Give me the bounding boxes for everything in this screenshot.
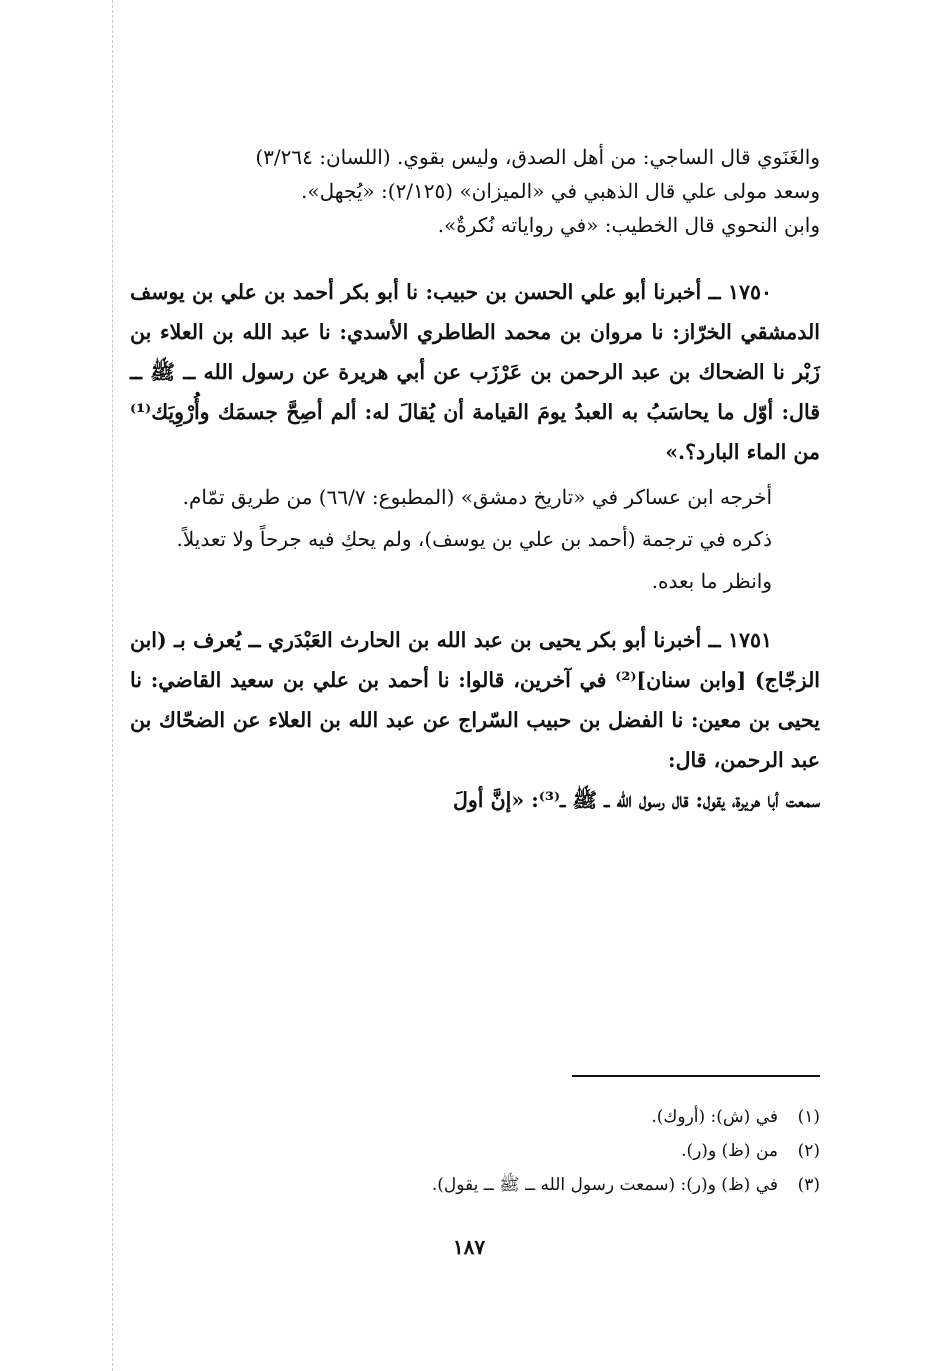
footnote-text: في (ش): (أروك).: [651, 1107, 778, 1127]
hadith-1751: ١٧٥١ ــ أخبرنا أبو بكر يحيى بن عبد الله بن الحارث العَبْدَري ــ يُعرف بـ (ابن الزجّاج) [وابن سنان]⁽²⁾ في آخرين، قالوا: نا أحمد بن علي بن سعيد القاضي: نا يحيى بن معين: نا الفضل بن حبيب السّراج عن عبد الله بن العلاء عن الضحّاك بن عبد الرحمن، قال:: [130, 628, 821, 772]
page-number: ١٨٧: [452, 1235, 486, 1259]
footnote-number: (٢): [797, 1141, 820, 1161]
footnote-separator: [572, 1075, 820, 1077]
footnote-item: [130, 1100, 820, 1134]
hadith-1751-continued: سمعت أبا هريرة، يقول: قال رسول الله ــ ﷺ ــ⁽³⁾: «إنَّ أولَ: [452, 788, 820, 812]
commentary-line-2: وسعد مولى علي قال الذهبي في «الميزان» (٢/١٢٥): «يُجهل».: [300, 179, 820, 203]
footnote-text: من (ظ) و(ر).: [681, 1141, 778, 1161]
see-next-note: وانظر ما بعده.: [651, 569, 772, 593]
footnote-number: (١): [797, 1107, 820, 1127]
binding-guide-line: [112, 0, 113, 1371]
footnotes: [130, 1100, 820, 1202]
note-1750: ذكره في ترجمة (أحمد بن علي بن يوسف)، ولم يحكِ فيه جرحاً ولا تعديلاً.: [176, 527, 772, 551]
commentary-line-3: وابن النحوي قال الخطيب: «في رواياته نُكرةٌ».: [437, 213, 820, 237]
footnote-number: (٣): [797, 1175, 820, 1195]
page-body: [130, 140, 820, 820]
takhrij-1750: أخرجه ابن عساكر في «تاريخ دمشق» (المطبوع: ٦٦/٧) من طريق تمّام.: [182, 485, 772, 509]
hadith-1750: ١٧٥٠ ــ أخبرنا أبو علي الحسن بن حبيب: نا أبو بكر أحمد بن علي بن يوسف الدمشقي الخرّاز: نا مروان بن محمد الطاطري الأسدي: نا عبد الله بن العلاء بن زَبْر نا الضحاك بن عبد الرحمن بن عَرْزَب عن أبي هريرة عن رسول الله ــ ﷺ ــ قال: أوّل ما يحاسَبُ به العبدُ يومَ القيامة أن يُقالَ له: ألم أصِحَّ جسمَك وأُرْوِيَك⁽¹⁾ من الماء البارد؟.»: [130, 280, 820, 464]
commentary-line-1: والغَنَوي قال الساجي: من أهل الصدق، وليس بقوي. (اللسان: ٣/٢٦٤): [255, 145, 820, 169]
footnote-item: [130, 1168, 820, 1202]
footnote-text: في (ظ) و(ر): (سمعت رسول الله ــ ﷺ ــ يقول).: [431, 1175, 778, 1195]
footnote-item: [130, 1134, 820, 1168]
